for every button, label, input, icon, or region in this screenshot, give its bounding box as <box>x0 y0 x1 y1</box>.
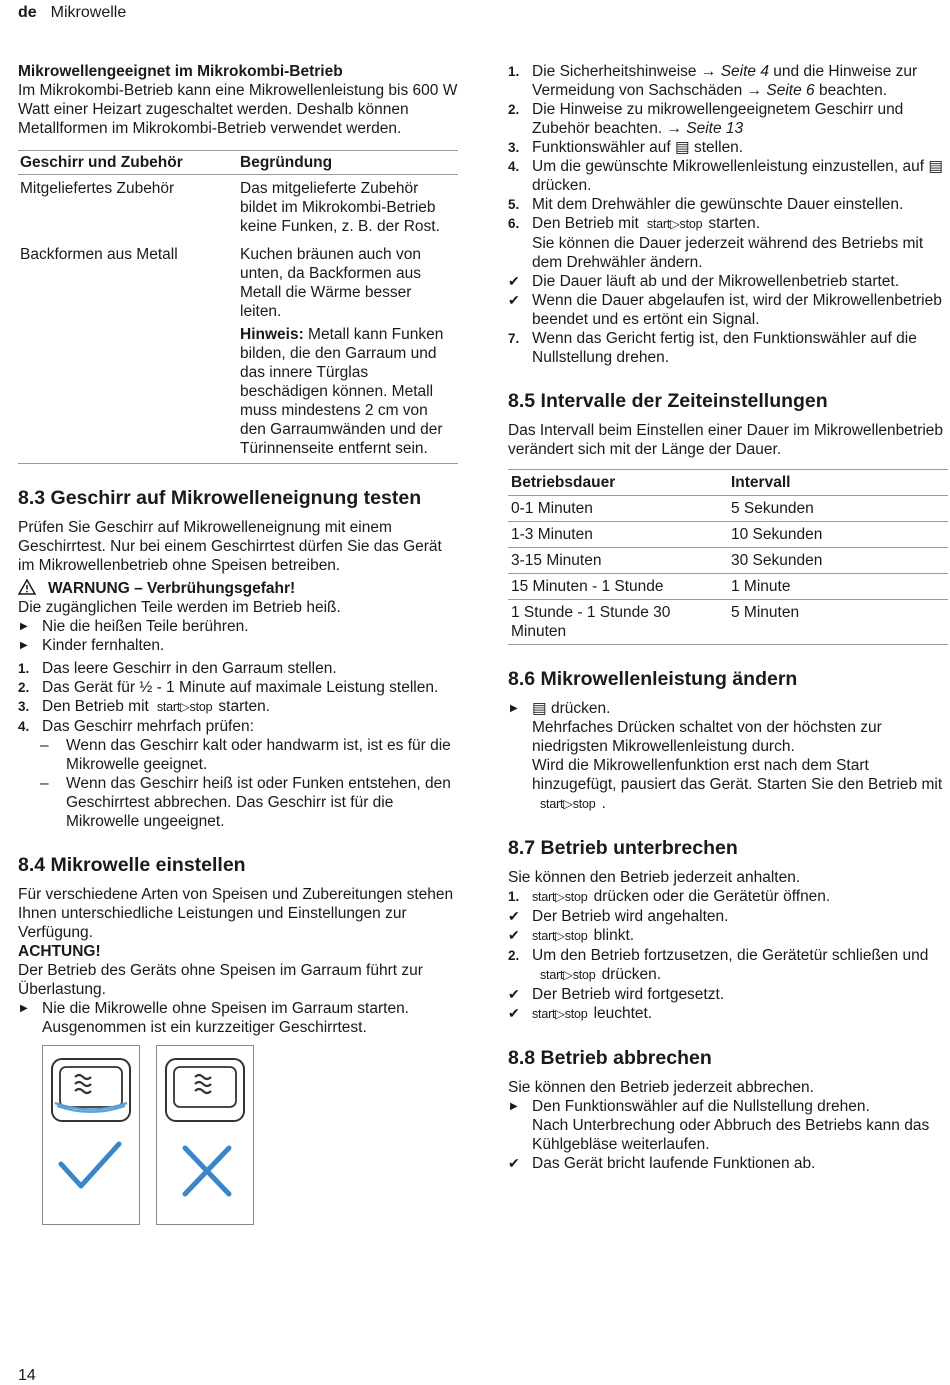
step-item: 2. Um den Betrieb fortzusetzen, die Gerätetür schließen undstart▷stop drücken. <box>508 947 929 983</box>
table-row: 15 Minuten - 1 Stunde 1 Minute <box>508 574 948 600</box>
section-8-5-title: 8.5 Intervalle der Zeiteinstellungen <box>508 390 828 412</box>
triangle-bullet-icon: ▶ <box>20 640 28 651</box>
check-icon: ✔ <box>508 927 520 943</box>
arrow-icon: → <box>700 63 717 80</box>
header-title: Mikrowelle <box>50 4 127 21</box>
section-8-5-text: Das Intervall beim Einstellen einer Dauer im Mikrowellenbetrieb verändert sich mit der Länge der Dauer. <box>508 422 944 458</box>
table-row: 1-3 Minuten 10 Sekunden <box>508 522 948 548</box>
result-item: ✔ Der Betrieb wird fortgesetzt. <box>508 986 725 1003</box>
section-8-3-title: 8.3 Geschirr auf Mikrowelleneignung testen <box>18 487 422 509</box>
section-8-7-title: 8.7 Betrieb unterbrechen <box>508 837 738 859</box>
start-stop-icon: start▷stop <box>540 797 596 811</box>
table-header: Intervall <box>728 470 948 496</box>
warning-icon <box>18 579 36 595</box>
note-text: Metall kann Funken bilden, die den Garraum und das innere Türglas beschädigen können. Metall muss mindestens 2 cm von den Garraumwänden und der Türinnenseite entfernt sein. <box>240 326 444 457</box>
table-cell: Kuchen bräunen auch von unten, da Backformen aus Metall die Wärme besser leiten. <box>240 246 421 320</box>
start-stop-icon: start▷stop <box>540 968 596 982</box>
microwave-symbol-icon: ▤ <box>928 158 943 175</box>
result-item: ✔ Das Gerät bricht laufende Funktionen ab. <box>508 1155 816 1172</box>
step-item: 3. Den Betrieb mit start▷stop starten. <box>18 698 271 715</box>
intro-title: Mikrowellengeeignet im Mikrokombi-Betrieb <box>18 63 343 80</box>
start-stop-icon: start▷stop <box>156 700 213 714</box>
check-mark-icon <box>61 1144 119 1186</box>
interval-table <box>508 469 948 645</box>
section-8-7-text: Sie können den Betrieb jederzeit anhalten. <box>508 869 801 886</box>
result-item: ✔ Der Betrieb wird angehalten. <box>508 908 729 925</box>
triangle-bullet-icon: ▶ <box>510 703 518 714</box>
right-column <box>508 62 948 1173</box>
step-item: 4. Um die gewünschte Mikrowellenleistung einzustellen, auf ▤ drücken. <box>508 158 943 194</box>
microwave-symbol-icon: ▤ <box>532 700 547 717</box>
result-item: ✔ start▷stop blinkt. <box>508 927 635 944</box>
table-cell: Backformen aus Metall <box>18 241 238 464</box>
table-header: Geschirr und Zubehör <box>18 151 238 175</box>
start-stop-icon: start▷stop <box>532 890 588 904</box>
sub-item: – Wenn das Geschirr heiß ist oder Funken entstehen, den Geschirrtest abbrechen. Das Geschirr ist für die Mikrowelle ungeeignet. <box>40 775 451 830</box>
table-cell: Das mitgelieferte Zubehör bildet im Mikrokombi-Betrieb keine Funken, z. B. der Rost. <box>240 180 440 235</box>
triangle-bullet-icon: ▶ <box>510 1101 518 1112</box>
table-header: Betriebsdauer <box>508 470 728 496</box>
list-item: ▶ Den Funktionswähler auf die Nullstellung drehen. Nach Unterbrechung oder Abbruch des Betriebs kann das Kühlgebläse weiterlaufen. <box>510 1098 930 1153</box>
triangle-bullet-icon: ▶ <box>20 1003 28 1014</box>
table-row: 0-1 Minuten 5 Sekunden <box>508 496 948 522</box>
start-stop-icon: start▷stop <box>532 929 588 943</box>
list-item: ▶ Nie die heißen Teile berühren. <box>20 618 249 635</box>
page-header <box>18 3 126 22</box>
step-item: 2. Die Hinweise zu mikrowellengeeignetem Geschirr und Zubehör beachten. → Seite 13 <box>508 101 904 137</box>
step-item: 6. Den Betrieb mit start▷stop starten. Sie können die Dauer jederzeit während des Betriebs mit dem Drehwähler ändern. <box>508 215 924 271</box>
section-8-6-title: 8.6 Mikrowellenleistung ändern <box>508 668 798 690</box>
step-item: 5. Mit dem Drehwähler die gewünschte Dauer einstellen. <box>508 196 904 213</box>
section-8-4-title: 8.4 Mikrowelle einstellen <box>18 854 246 876</box>
sub-item: – Wenn das Geschirr kalt oder handwarm ist, ist es für die Mikrowelle geeignet. <box>40 737 451 773</box>
list-item: ▶ Kinder fernhalten. <box>20 637 165 654</box>
caution-heading: ACHTUNG! <box>18 943 101 960</box>
warning-text: Die zugänglichen Teile werden im Betrieb heiß. <box>18 599 341 616</box>
step-item: 1. start▷stop drücken oder die Gerätetür öffnen. <box>508 888 831 905</box>
triangle-bullet-icon: ▶ <box>20 621 28 632</box>
table-cell: Mitgeliefertes Zubehör <box>20 180 175 197</box>
table-row: 1 Stunde - 1 Stunde 30 Minuten 5 Minuten <box>508 600 948 645</box>
check-icon: ✔ <box>508 292 520 308</box>
step-item: 1. Das leere Geschirr in den Garraum stellen. <box>18 660 337 677</box>
step-item: 7. Wenn das Gericht fertig ist, den Funktionswähler auf die Nullstellung drehen. <box>508 330 917 366</box>
result-item: ✔ Wenn die Dauer abgelaufen ist, wird der Mikrowellenbetrieb beendet und es ertönt ein Signal. <box>508 292 942 328</box>
start-stop-icon: start▷stop <box>646 217 703 231</box>
section-8-8-text: Sie können den Betrieb jederzeit abbrechen. <box>508 1079 814 1096</box>
arrow-icon: → <box>666 120 682 137</box>
arrow-icon: → <box>746 82 763 99</box>
step-item: 1. Die Sicherheitshinweise → Seite 4 und die Hinweise zur Vermeidung von Sachschäden → Seite 6 beachten. <box>508 63 918 99</box>
table-row <box>18 241 458 464</box>
caution-text: Der Betrieb des Geräts ohne Speisen im Garraum führt zur Überlastung. <box>18 962 423 998</box>
figure-wrong <box>156 1045 254 1225</box>
microwave-with-food-icon <box>43 1046 139 1224</box>
section-8-8-title: 8.8 Betrieb abbrechen <box>508 1047 712 1069</box>
note-label: Hinweis: <box>240 326 304 343</box>
check-icon: ✔ <box>508 908 520 924</box>
figure-correct <box>42 1045 140 1225</box>
check-icon: ✔ <box>508 273 520 289</box>
result-item: ✔ Die Dauer läuft ab und der Mikrowellenbetrieb startet. <box>508 273 900 290</box>
table-row <box>18 175 458 242</box>
step-item: 2. Das Gerät für ½ - 1 Minute auf maximale Leistung stellen. <box>18 679 439 696</box>
check-icon: ✔ <box>508 986 520 1002</box>
list-item: ▶ Nie die Mikrowelle ohne Speisen im Garraum starten. Ausgenommen ist ein kurzzeitiger Geschirrtest. <box>20 1000 409 1036</box>
empty-microwave-icon <box>157 1046 253 1224</box>
warning-heading: WARNUNG – Verbrühungsgefahr! <box>18 579 458 598</box>
microwave-figures <box>18 1045 458 1227</box>
list-item: ▶ ▤ drücken. Mehrfaches Drücken schaltet von der höchsten zur niedrigsten Mikrowellenleistung durch. Wird die Mikrowellenfunktion erst nach dem Start hinzugefügt, pausiert das Gerät. Starten Sie den Betrieb mitstart▷stop . <box>510 700 943 812</box>
result-item: ✔ start▷stop leuchtet. <box>508 1005 653 1022</box>
page-number: 14 <box>18 1367 36 1384</box>
check-icon: ✔ <box>508 1155 520 1171</box>
check-icon: ✔ <box>508 1005 520 1021</box>
step-item: 4. Das Geschirr mehrfach prüfen: <box>18 718 254 735</box>
table-row: 3-15 Minuten 30 Sekunden <box>508 548 948 574</box>
step-item: 3. Funktionswähler auf ▤ stellen. <box>508 139 744 156</box>
language-code: de <box>18 4 37 21</box>
intro-text: Im Mikrokombi-Betrieb kann eine Mikrowellenleistung bis 600 W Watt einer Heizart zugeschaltet werden. Deshalb können Metallformen im Mikrokombi-Betrieb verwendet werden. <box>18 82 458 137</box>
start-stop-icon: start▷stop <box>532 1007 588 1021</box>
cookware-table <box>18 150 458 464</box>
table-header: Begründung <box>238 151 458 175</box>
section-8-3-text: Prüfen Sie Geschirr auf Mikrowelleneignung mit einem Geschirrtest. Nur bei einem Geschirrtest dürfen Sie das Gerät im Mikrowellenbetrieb ohne Speisen betreiben. <box>18 519 442 574</box>
cross-mark-icon <box>185 1148 229 1194</box>
microwave-symbol-icon: ▤ <box>675 139 690 156</box>
section-8-4-text: Für verschiedene Arten von Speisen und Zubereitungen stehen Ihnen unterschiedliche Leistungen und Einstellungen zur Verfügung. <box>18 886 454 941</box>
left-column <box>18 62 458 1227</box>
